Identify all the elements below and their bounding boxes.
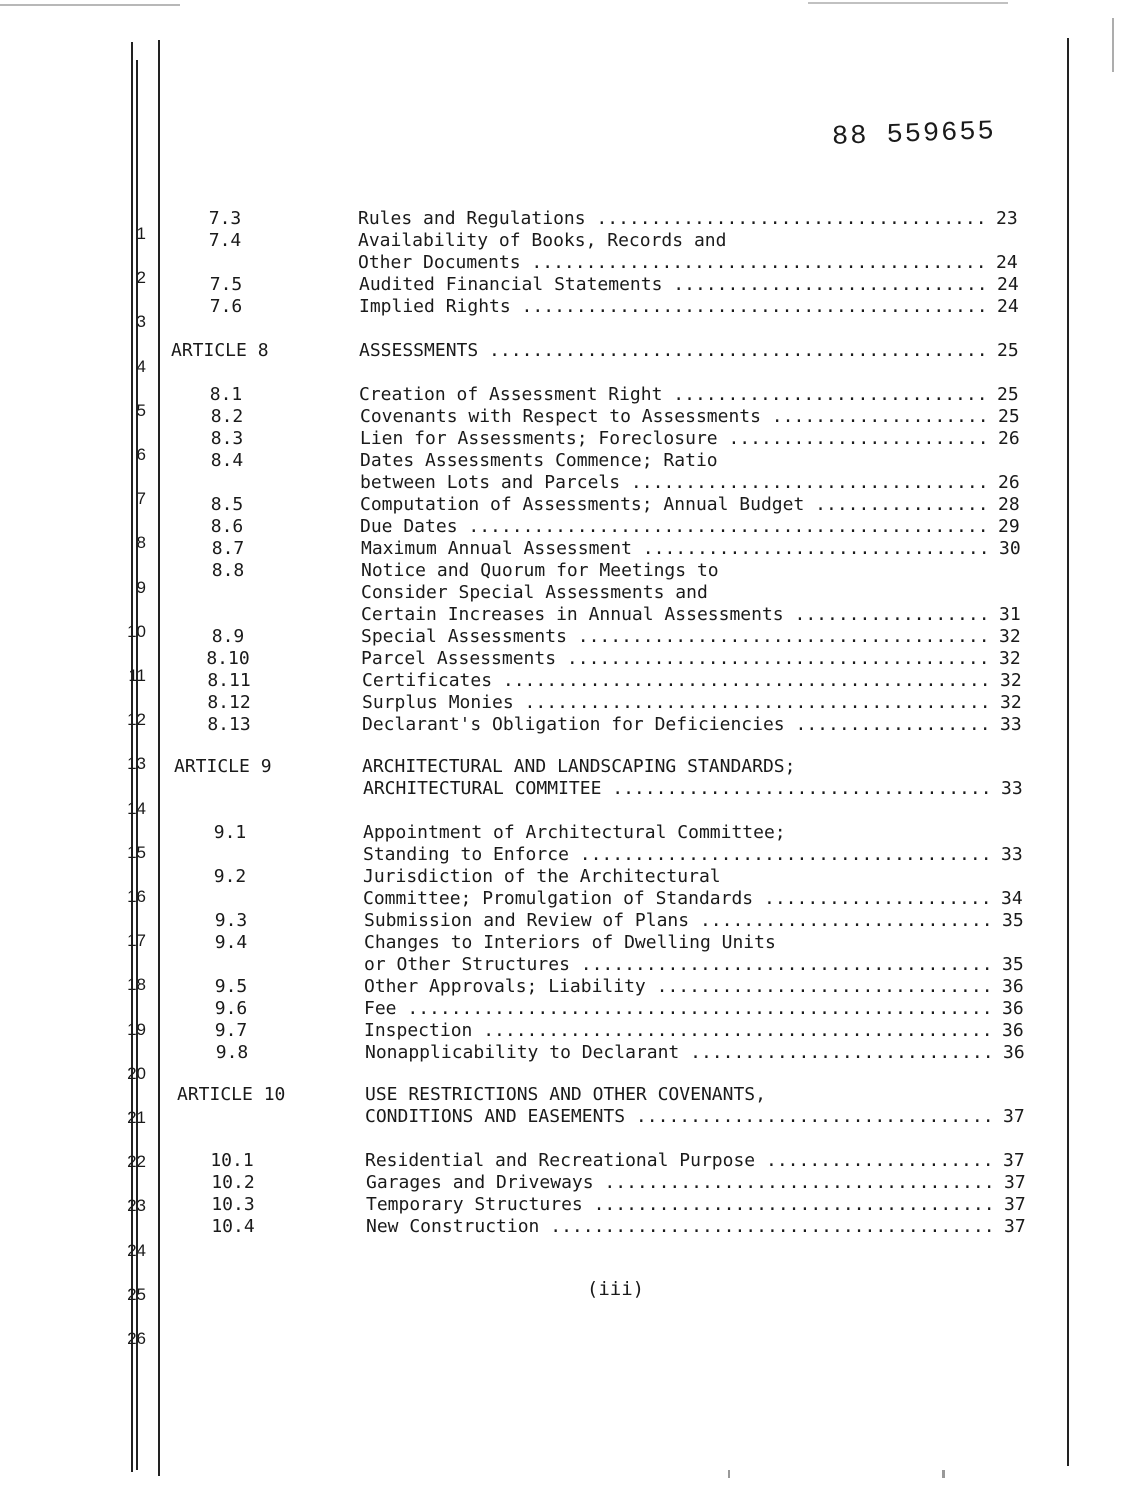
toc-section-number: 8.5 — [210, 494, 244, 515]
line-number: 3 — [136, 312, 146, 332]
toc-page-number: 32 — [1000, 670, 1022, 691]
toc-page-number: 26 — [998, 472, 1020, 493]
document-number: 88 559655 — [831, 117, 997, 153]
line-number: 4 — [136, 356, 146, 376]
toc-section-row — [157, 1106, 1057, 1128]
toc-page-number: 33 — [1000, 714, 1022, 735]
toc-section-title: Rules and Regulations ..... — [358, 208, 988, 230]
toc-section-number: 8.4 — [210, 450, 244, 471]
toc-section-row — [151, 296, 1051, 318]
toc-page-number: 36 — [1003, 1042, 1025, 1063]
toc-section-title: Temporary Structures ..... — [366, 1194, 996, 1216]
toc-section-number: 8.11 — [207, 670, 251, 691]
toc-page-number: 30 — [999, 538, 1021, 559]
line-number: 14 — [127, 798, 146, 818]
toc-section-title: Changes to Interiors of Dwelling Units — [364, 932, 776, 953]
toc-section-row — [155, 822, 1055, 844]
toc-section-row — [157, 1150, 1057, 1172]
toc-section-title: Nonapplicability to Declarant ..... — [365, 1042, 995, 1064]
toc-page-number: 37 — [1004, 1216, 1026, 1237]
toc-section-number: 10.3 — [211, 1194, 255, 1215]
line-number: 5 — [136, 400, 146, 420]
toc-section-title: New Construction ..... — [366, 1216, 996, 1238]
toc-section-number: ARTICLE 10 — [177, 1084, 286, 1105]
line-number: 6 — [136, 445, 146, 464]
toc-section-title: Submission and Review of Plans ..... — [364, 910, 994, 932]
toc-page-number: 28 — [998, 494, 1020, 515]
line-number: 2 — [136, 268, 146, 288]
line-number: 20 — [127, 1063, 146, 1083]
toc-section-number: 7.4 — [208, 230, 242, 251]
toc-section-title: Fee ..... — [364, 998, 994, 1020]
toc-section-title: Other Documents ..... — [358, 252, 988, 274]
toc-section-row — [156, 998, 1056, 1020]
toc-section-title: Residential and Recreational Purpose ..... — [365, 1150, 995, 1172]
toc-section-title: Consider Special Assessments and — [361, 582, 708, 603]
toc-section-title: Appointment of Architectural Committee; — [363, 822, 786, 843]
toc-section-number: 9.8 — [215, 1042, 249, 1063]
toc-section-row — [158, 1172, 1058, 1194]
toc-section-number: 9.5 — [214, 976, 248, 997]
toc-section-row — [150, 230, 1050, 252]
line-number: 25 — [127, 1284, 146, 1304]
toc-page-number: 29 — [998, 516, 1020, 537]
toc-section-title: Certificates ..... — [362, 670, 992, 692]
toc-section-title: Jurisdiction of the Architectural — [363, 866, 721, 887]
toc-page-number: 35 — [1002, 954, 1024, 975]
toc-section-title: Audited Financial Statements ..... — [359, 274, 989, 296]
toc-section-number: 9.3 — [214, 910, 248, 931]
toc-section-number: 10.4 — [211, 1216, 255, 1237]
line-number: 1 — [136, 224, 146, 243]
line-number: 7 — [136, 489, 146, 509]
toc-section-number: 8.12 — [207, 692, 251, 713]
scan-artifact — [728, 1470, 730, 1478]
toc-section-title: Maximum Annual Assessment ..... — [361, 538, 991, 560]
toc-section-row — [155, 866, 1055, 888]
toc-section-row — [151, 274, 1051, 296]
toc-page-number: 33 — [1001, 844, 1023, 865]
toc-section-title: CONDITIONS AND EASEMENTS ..... — [365, 1106, 995, 1128]
toc-section-row — [155, 778, 1055, 800]
toc-section-row — [153, 604, 1053, 626]
toc-page-number: 23 — [996, 208, 1018, 229]
toc-section-number: 9.2 — [213, 866, 247, 887]
line-number: 17 — [127, 931, 146, 951]
line-number: 18 — [127, 975, 146, 995]
line-number: 24 — [127, 1240, 146, 1260]
scan-artifact — [942, 1470, 945, 1478]
toc-section-title: Lien for Assessments; Foreclosure ..... — [360, 428, 990, 450]
toc-section-number: 8.3 — [210, 428, 244, 449]
toc-section-row — [153, 582, 1053, 604]
toc-section-row — [152, 428, 1052, 450]
toc-section-title: Availability of Books, Records and — [358, 230, 727, 251]
toc-section-number: 9.7 — [214, 1020, 248, 1041]
toc-page-number: 32 — [999, 648, 1021, 669]
toc-section-number: 7.3 — [208, 208, 242, 229]
toc-page-number: 32 — [1000, 692, 1022, 713]
line-number: 19 — [127, 1019, 146, 1039]
toc-section-title: ARCHITECTURAL AND LANDSCAPING STANDARDS; — [362, 756, 796, 777]
toc-section-row — [152, 450, 1052, 472]
toc-page-number: 37 — [1003, 1106, 1025, 1127]
toc-section-title: ARCHITECTURAL COMMITEE ..... — [363, 778, 993, 800]
toc-section-row — [156, 932, 1056, 954]
toc-section-number: 9.6 — [214, 998, 248, 1019]
line-number: 10 — [127, 621, 146, 641]
toc-section-row — [153, 538, 1053, 560]
toc-section-title: Garages and Driveways ..... — [366, 1172, 996, 1194]
toc-section-row — [158, 1194, 1058, 1216]
toc-section-title: Standing to Enforce ..... — [363, 844, 993, 866]
toc-section-row — [152, 406, 1052, 428]
toc-section-number: 7.5 — [209, 274, 243, 295]
toc-section-title: Parcel Assessments ..... — [361, 648, 991, 670]
toc-section-number: 8.8 — [211, 560, 245, 581]
scan-artifact — [0, 4, 180, 6]
toc-section-title: Special Assessments ..... — [361, 626, 991, 648]
toc-section-title: Certain Increases in Annual Assessments ..... — [361, 604, 991, 626]
toc-section-title: between Lots and Parcels ..... — [360, 472, 990, 494]
toc-section-title: Implied Rights ..... — [359, 296, 989, 318]
toc-article-row — [154, 756, 1054, 778]
toc-page-number: 24 — [996, 252, 1018, 273]
toc-section-number: 9.1 — [213, 822, 247, 843]
line-number: 9 — [136, 577, 146, 597]
line-number: 8 — [136, 533, 146, 553]
toc-page-number: 32 — [999, 626, 1021, 647]
toc-page-number: 36 — [1002, 998, 1024, 1019]
toc-section-title: Covenants with Respect to Assessments ..... — [360, 406, 990, 428]
toc-page-number: 25 — [997, 384, 1019, 405]
toc-section-number: 7.6 — [209, 296, 243, 317]
toc-section-row — [152, 472, 1052, 494]
toc-article-row — [151, 340, 1051, 362]
toc-section-row — [156, 976, 1056, 998]
toc-page-number: 35 — [1002, 910, 1024, 931]
toc-section-row — [155, 888, 1055, 910]
toc-section-row — [156, 910, 1056, 932]
toc-section-row — [154, 670, 1054, 692]
toc-page-number: 36 — [1002, 1020, 1024, 1041]
toc-section-title: Creation of Assessment Right ..... — [359, 384, 989, 406]
line-number: 11 — [128, 666, 146, 685]
toc-page-number: 34 — [1001, 888, 1023, 909]
line-number: 15 — [127, 842, 146, 862]
toc-section-number: 8.13 — [207, 714, 251, 735]
toc-page-number: 37 — [1004, 1194, 1026, 1215]
toc-section-row — [155, 844, 1055, 866]
line-number: 26 — [127, 1329, 146, 1348]
toc-section-number: 8.10 — [206, 648, 250, 669]
toc-section-row — [158, 1216, 1058, 1238]
toc-section-row — [151, 384, 1051, 406]
toc-article-row — [157, 1084, 1057, 1106]
right-margin-rule — [1067, 38, 1069, 1466]
toc-section-row — [153, 560, 1053, 582]
toc-section-row — [150, 252, 1050, 274]
toc-section-title: Computation of Assessments; Annual Budget ..... — [360, 494, 990, 516]
toc-section-title: Committee; Promulgation of Standards ..... — [363, 888, 993, 910]
toc-page-number: 26 — [998, 428, 1020, 449]
toc-section-number: ARTICLE 8 — [171, 340, 269, 361]
toc-section-title: Inspection ..... — [364, 1020, 994, 1042]
line-number: 16 — [127, 887, 146, 906]
toc-section-row — [156, 1020, 1056, 1042]
toc-section-number: 8.7 — [211, 538, 245, 559]
page-number-footer: (iii) — [586, 1278, 645, 1300]
toc-section-title: Dates Assessments Commence; Ratio — [360, 450, 718, 471]
toc-section-number: 8.1 — [209, 384, 243, 405]
toc-section-title: or Other Structures ..... — [364, 954, 994, 976]
toc-page-number: 31 — [999, 604, 1021, 625]
toc-section-title: Other Approvals; Liability ..... — [364, 976, 994, 998]
toc-section-row — [150, 208, 1050, 230]
toc-section-row — [157, 1042, 1057, 1064]
toc-section-title: Notice and Quorum for Meetings to — [361, 560, 719, 581]
toc-page-number: 37 — [1003, 1150, 1025, 1171]
toc-section-title: Declarant's Obligation for Deficiencies ..... — [362, 714, 992, 736]
line-number: 13 — [127, 754, 146, 774]
toc-section-number: ARTICLE 9 — [174, 756, 272, 777]
scan-artifact — [808, 2, 1008, 4]
toc-section-number: 10.2 — [211, 1172, 255, 1193]
toc-section-row — [152, 494, 1052, 516]
toc-section-number: 8.2 — [210, 406, 244, 427]
toc-page-number: 33 — [1001, 778, 1023, 799]
toc-section-row — [153, 626, 1053, 648]
toc-page-number: 24 — [997, 274, 1019, 295]
toc-section-title: Due Dates ..... — [360, 516, 990, 538]
line-number: 22 — [127, 1152, 146, 1172]
toc-section-title: Surplus Monies ..... — [362, 692, 992, 714]
toc-page-number: 24 — [997, 296, 1019, 317]
toc-section-number: 8.9 — [211, 626, 245, 647]
toc-page-number: 37 — [1004, 1172, 1026, 1193]
toc-section-row — [153, 648, 1053, 670]
toc-section-number: 9.4 — [214, 932, 248, 953]
toc-page-number: 36 — [1002, 976, 1024, 997]
toc-section-row — [156, 954, 1056, 976]
toc-section-number: 10.1 — [210, 1150, 254, 1171]
toc-section-row — [154, 692, 1054, 714]
toc-section-row — [152, 516, 1052, 538]
scan-artifact — [1112, 18, 1114, 72]
line-number: 23 — [127, 1196, 146, 1216]
toc-page-number: 25 — [997, 340, 1019, 361]
toc-section-title: USE RESTRICTIONS AND OTHER COVENANTS, — [365, 1084, 766, 1105]
line-number: 12 — [127, 710, 146, 730]
line-number: 21 — [127, 1108, 146, 1127]
toc-section-number: 8.6 — [210, 516, 244, 537]
toc-section-row — [154, 714, 1054, 736]
toc-page-number: 25 — [998, 406, 1020, 427]
toc-section-title: ASSESSMENTS ..... — [359, 340, 989, 362]
